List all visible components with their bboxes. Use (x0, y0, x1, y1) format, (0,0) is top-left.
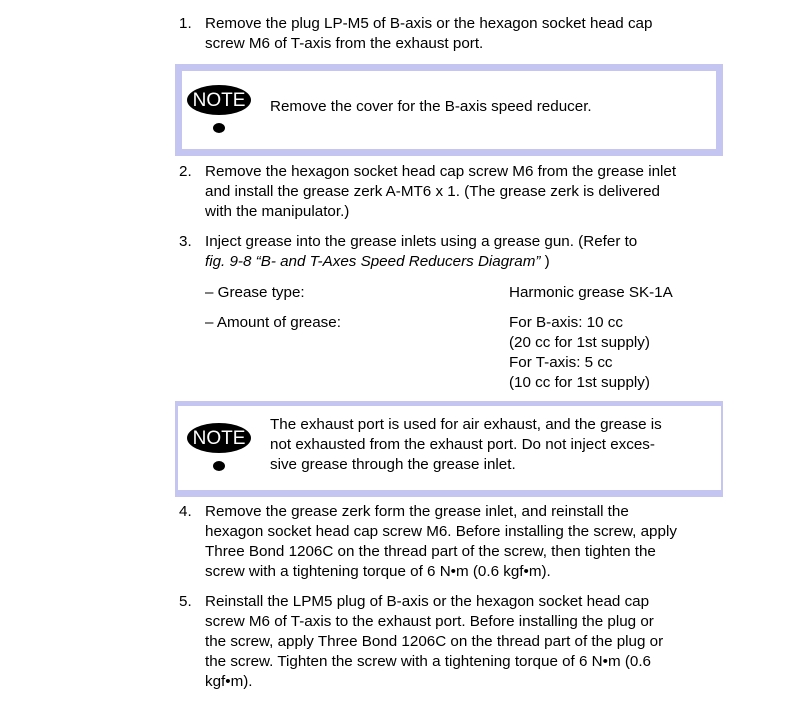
grease-amount-value: (20 cc for 1st supply) (509, 334, 650, 351)
note-text-line: sive grease through the grease inlet. (270, 456, 516, 473)
step-text-line: Inject grease into the grease inlets using a grease gun. (Refer to (205, 233, 638, 250)
grease-amount-label: – Amount of grease: (205, 314, 341, 331)
note-badge (186, 84, 252, 136)
step-text-line: and install the grease zerk A-MT6 x 1. (The grease zerk is delivered (205, 183, 660, 200)
figure-reference: fig. 9-8 “B- and T-Axes Speed Reducers Diagram” (205, 253, 541, 270)
grease-amount-value: For B-axis: 10 cc (509, 314, 623, 331)
grease-type-value: Harmonic grease SK-1A (509, 284, 673, 301)
step-number: 2. (179, 163, 192, 180)
note-icon (186, 422, 252, 474)
step-number: 4. (179, 503, 192, 520)
step-number: 1. (179, 15, 192, 32)
step-text-line: with the manipulator.) (205, 203, 350, 220)
step-text-line: Reinstall the LPM5 plug of B-axis or the hexagon socket head cap (205, 593, 650, 610)
step-text-line: Three Bond 1206C on the thread part of the screw, then tighten the (205, 543, 656, 560)
note-badge-label: NOTE (192, 90, 246, 111)
step-text-line: Remove the plug LP-M5 of B-axis or the hexagon socket head cap (205, 15, 653, 32)
step-text-line: the screw, apply Three Bond 1206C on the thread part of the plug or (205, 633, 664, 650)
grease-amount-value: For T-axis: 5 cc (509, 354, 613, 371)
step-text-line: screw M6 of T-axis from the exhaust port. (205, 35, 484, 52)
step-text-line: screw M6 of T-axis to the exhaust port. Before installing the plug or (205, 613, 654, 630)
step-number: 5. (179, 593, 192, 610)
grease-amount-value: (10 cc for 1st supply) (509, 374, 650, 391)
note-text-line: not exhausted from the exhaust port. Do not inject exces- (270, 436, 655, 453)
step-text-line: the screw. Tighten the screw with a tightening torque of 6 N•m (0.6 (205, 653, 651, 670)
step-text-line: screw with a tightening torque of 6 N•m (0.6 kgf•m). (205, 563, 551, 580)
note-badge-label: NOTE (192, 428, 246, 449)
step-text-line (205, 252, 550, 272)
step-text-line: Remove the hexagon socket head cap screw M6 from the grease inlet (205, 163, 677, 180)
step-number: 3. (179, 233, 192, 250)
step-text-tail: ) (540, 253, 550, 270)
step-text-line: Remove the grease zerk form the grease inlet, and reinstall the (205, 503, 629, 520)
note-text-line: Remove the cover for the B-axis speed reducer. (270, 98, 592, 115)
step-text-line: hexagon socket head cap screw M6. Before installing the screw, apply (205, 523, 677, 540)
step-text-line: kgf•m). (205, 673, 253, 690)
grease-type-label: – Grease type: (205, 284, 305, 301)
note-text-line: The exhaust port is used for air exhaust, and the grease is (270, 416, 662, 433)
note-icon (186, 84, 252, 136)
note-badge (186, 422, 252, 474)
